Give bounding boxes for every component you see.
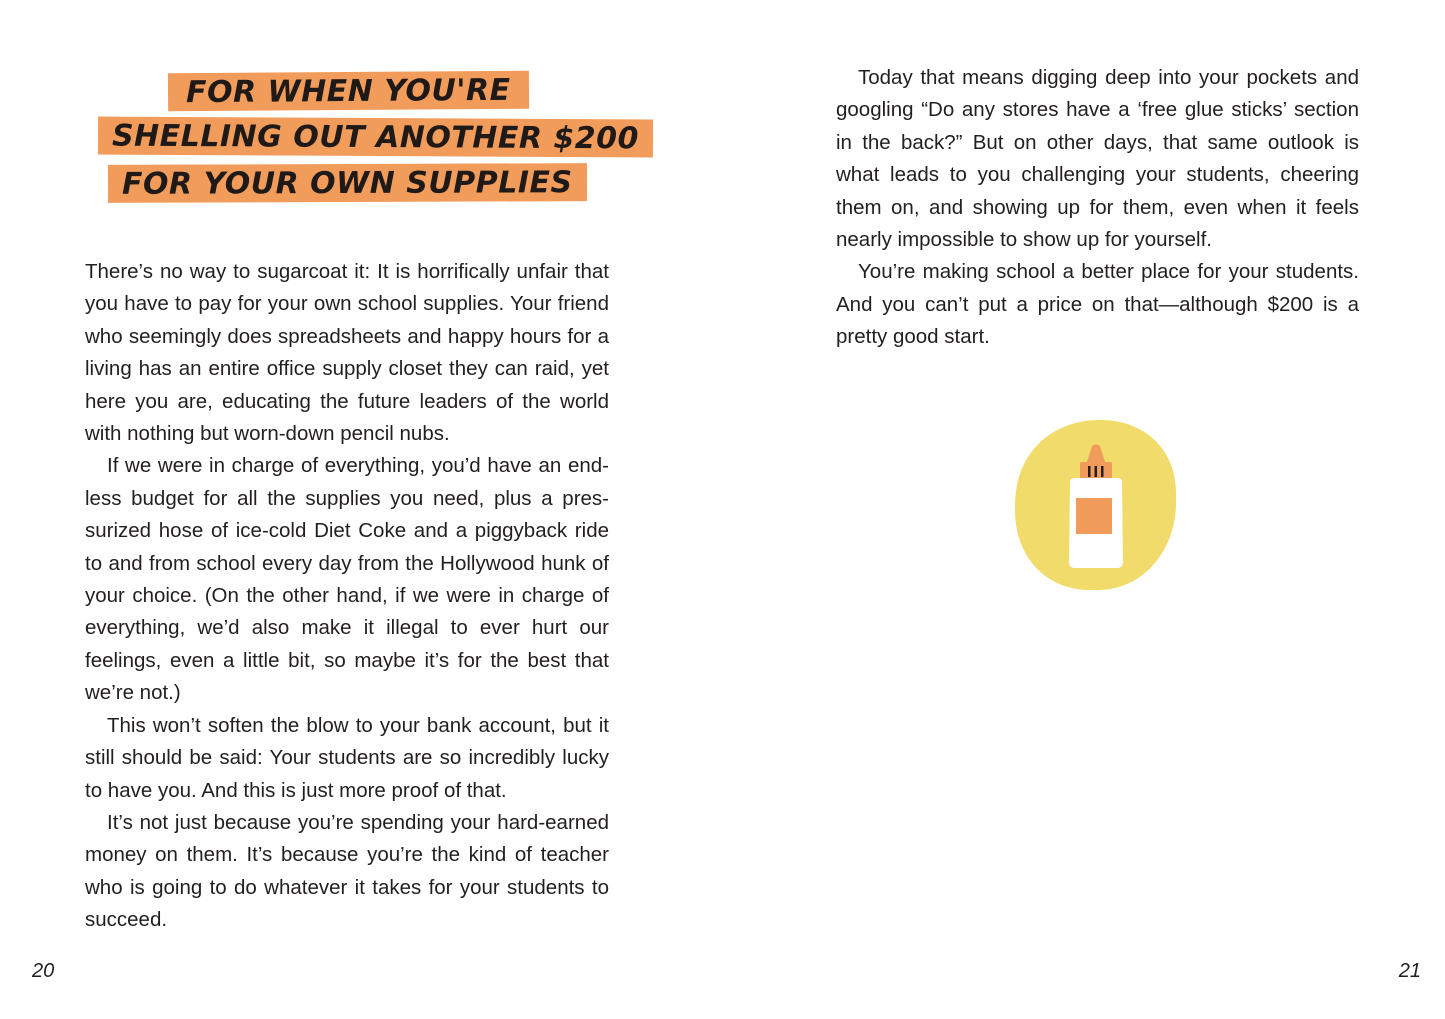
- page-number-left: 20: [32, 960, 55, 982]
- right-page: [722, 0, 1445, 1019]
- heading-line-2: SHELLING OUT ANOTHER $200: [98, 117, 653, 158]
- paragraph: Today that means digging deep into your pockets and googling “Do any stores have a ‘free glue sticks’ section in the back?” But on other days, that same outlook is what leads to you challenging your students, cheering them on, and showing up for them, even when it feels nearly impossible to show up for yourself.: [836, 66, 1359, 252]
- left-page: [0, 0, 722, 1019]
- heading-line-3: FOR YOUR OWN SUPPLIES: [108, 163, 587, 203]
- paragraph: It’s not just because you’re spending your hard-earned money on them. It’s because you’re the kind of teacher who is going to do whatever it takes for your students to succeed.: [85, 810, 609, 932]
- page-number-right: 21: [1398, 960, 1421, 982]
- paragraph: This won’t soften the blow to your bank account, but it still should be said: Your students are so incredibly lucky to have you. And this is just more proof of that.: [85, 713, 609, 802]
- right-body-text: [836, 62, 1359, 354]
- paragraph: If we were in charge of everything, you’d have an end- less budget for all the supplies you need, plus a pres- surized hose of ice-cold Diet Coke and a piggyback ride to and from school every day from the Hollywood hunk of your choice. (On the other hand, if we were in charge of everything, we’d also make it illegal to ever hurt our feelings, even a little bit, so maybe it’s for the best that we’re not.): [85, 454, 609, 705]
- heading-line-1: FOR WHEN YOU'RE: [168, 71, 529, 112]
- glue-bottle-illustration: [1012, 416, 1180, 594]
- paragraph: You’re making school a better place for your students. And you can’t put a price on that—although $200 is a pretty good start.: [836, 260, 1359, 349]
- chapter-heading: [100, 72, 640, 210]
- glue-bottle-icon: [1012, 416, 1180, 594]
- left-body-text: [85, 256, 609, 937]
- paragraph: There’s no way to sugarcoat it: It is horrifically unfair that you have to pay for your own school supplies. Your friend who seemingly does spreadsheets and happy hours for a living has an entire office supply closet they can raid, yet here you are, educating the future leaders of the world with nothing but worn-down pencil nubs.: [85, 260, 609, 446]
